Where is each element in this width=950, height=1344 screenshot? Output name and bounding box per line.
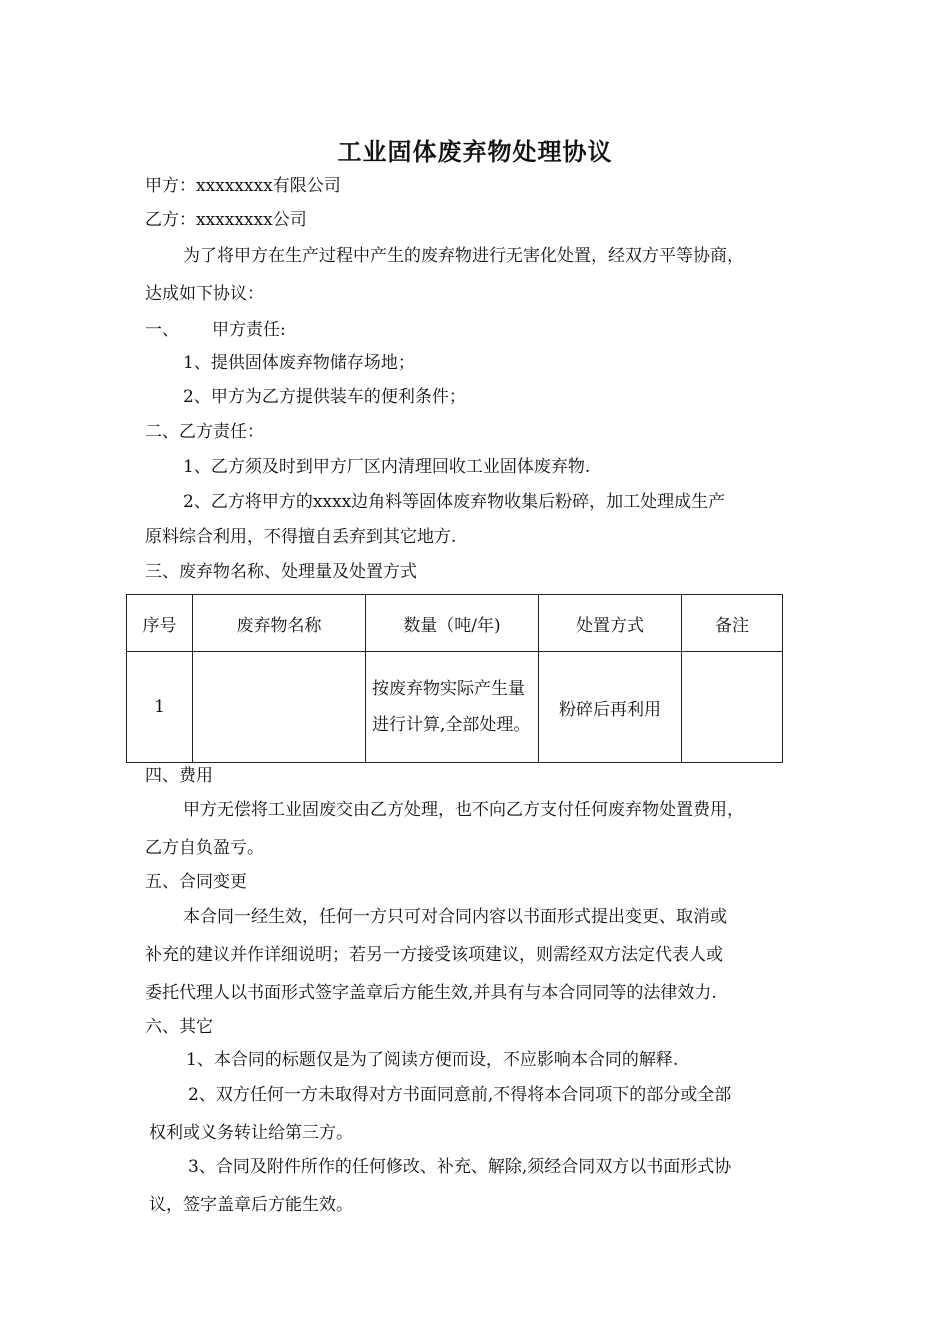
cell-no: 1 (127, 652, 193, 763)
section5-line-1: 本合同一经生效，任何一方只可对合同内容以书面形式提出变更、取消或 (183, 907, 727, 927)
section4-line-2: 乙方自负盈亏。 (145, 838, 264, 858)
section6-heading: 六、其它 (145, 1017, 213, 1037)
header-quantity: 数量（吨/年) (366, 595, 539, 652)
section6-item-3-line-2: 议，签字盖章后方能生效。 (149, 1195, 353, 1215)
section5-line-3: 委托代理人以书面形式签字盖章后方能生效,并具有与本合同同等的法律效力. (145, 983, 717, 1003)
section2-heading: 二、乙方责任： (145, 422, 264, 442)
header-disposal-method: 处置方式 (539, 595, 682, 652)
header-waste-name: 废弃物名称 (193, 595, 366, 652)
section1-heading: 甲方责任: (212, 320, 286, 340)
cell-quantity: 按废弃物实际产生量进行计算,全部处理。 (366, 652, 539, 763)
cell-remark (682, 652, 783, 763)
section6-item-2-line-1: 2、双方任何一方未取得对方书面同意前,不得将本合同项下的部分或全部 (188, 1085, 732, 1105)
section6-item-3-line-1: 3、合同及附件所作的任何修改、补充、解除,须经合同双方以书面形式协 (188, 1157, 732, 1177)
intro-line-1: 为了将甲方在生产过程中产生的废弃物进行无害化处置，经双方平等协商， (183, 246, 744, 266)
section5-heading: 五、合同变更 (145, 872, 247, 892)
table-header-row (127, 595, 783, 652)
section2-item-2-line-2: 原料综合利用，不得擅自丢弃到其它地方. (145, 527, 457, 547)
section4-line-1: 甲方无偿将工业固废交由乙方处理，也不向乙方支付任何废弃物处置费用， (183, 800, 744, 820)
section2-item-1: 1、乙方须及时到甲方厂区内清理回收工业固体废弃物. (183, 457, 591, 477)
section4-heading: 四、费用 (145, 766, 213, 786)
section6-item-1: 1、本合同的标题仅是为了阅读方便而设，不应影响本合同的解释. (186, 1050, 679, 1070)
document-title: 工业固体废弃物处理协议 (337, 138, 613, 166)
section5-line-2: 补充的建议并作详细说明；若另一方接受该项建议，则需经双方法定代表人或 (145, 945, 723, 965)
waste-table (126, 594, 783, 763)
section3-heading: 三、废弃物名称、处理量及处置方式 (145, 562, 417, 582)
header-remark: 备注 (682, 595, 783, 652)
party-a: 甲方：xxxxxxxx有限公司 (145, 176, 341, 196)
table-row (127, 652, 783, 763)
header-no: 序号 (127, 595, 193, 652)
party-b: 乙方：xxxxxxxx公司 (145, 210, 307, 230)
section1-item-2: 2、甲方为乙方提供装车的便利条件； (183, 387, 466, 407)
cell-waste-name (193, 652, 366, 763)
section1-item-1: 1、提供固体废弃物储存场地； (183, 353, 415, 373)
section1-heading-number: 一、 (145, 320, 179, 340)
section6-item-2-line-2: 权利或义务转让给第三方。 (149, 1123, 353, 1143)
intro-line-2: 达成如下协议： (145, 284, 264, 304)
section2-item-2-line-1: 2、乙方将甲方的xxxx边角料等固体废弃物收集后粉碎，加工处理成生产 (183, 492, 726, 512)
cell-disposal-method: 粉碎后再利用 (539, 652, 682, 763)
